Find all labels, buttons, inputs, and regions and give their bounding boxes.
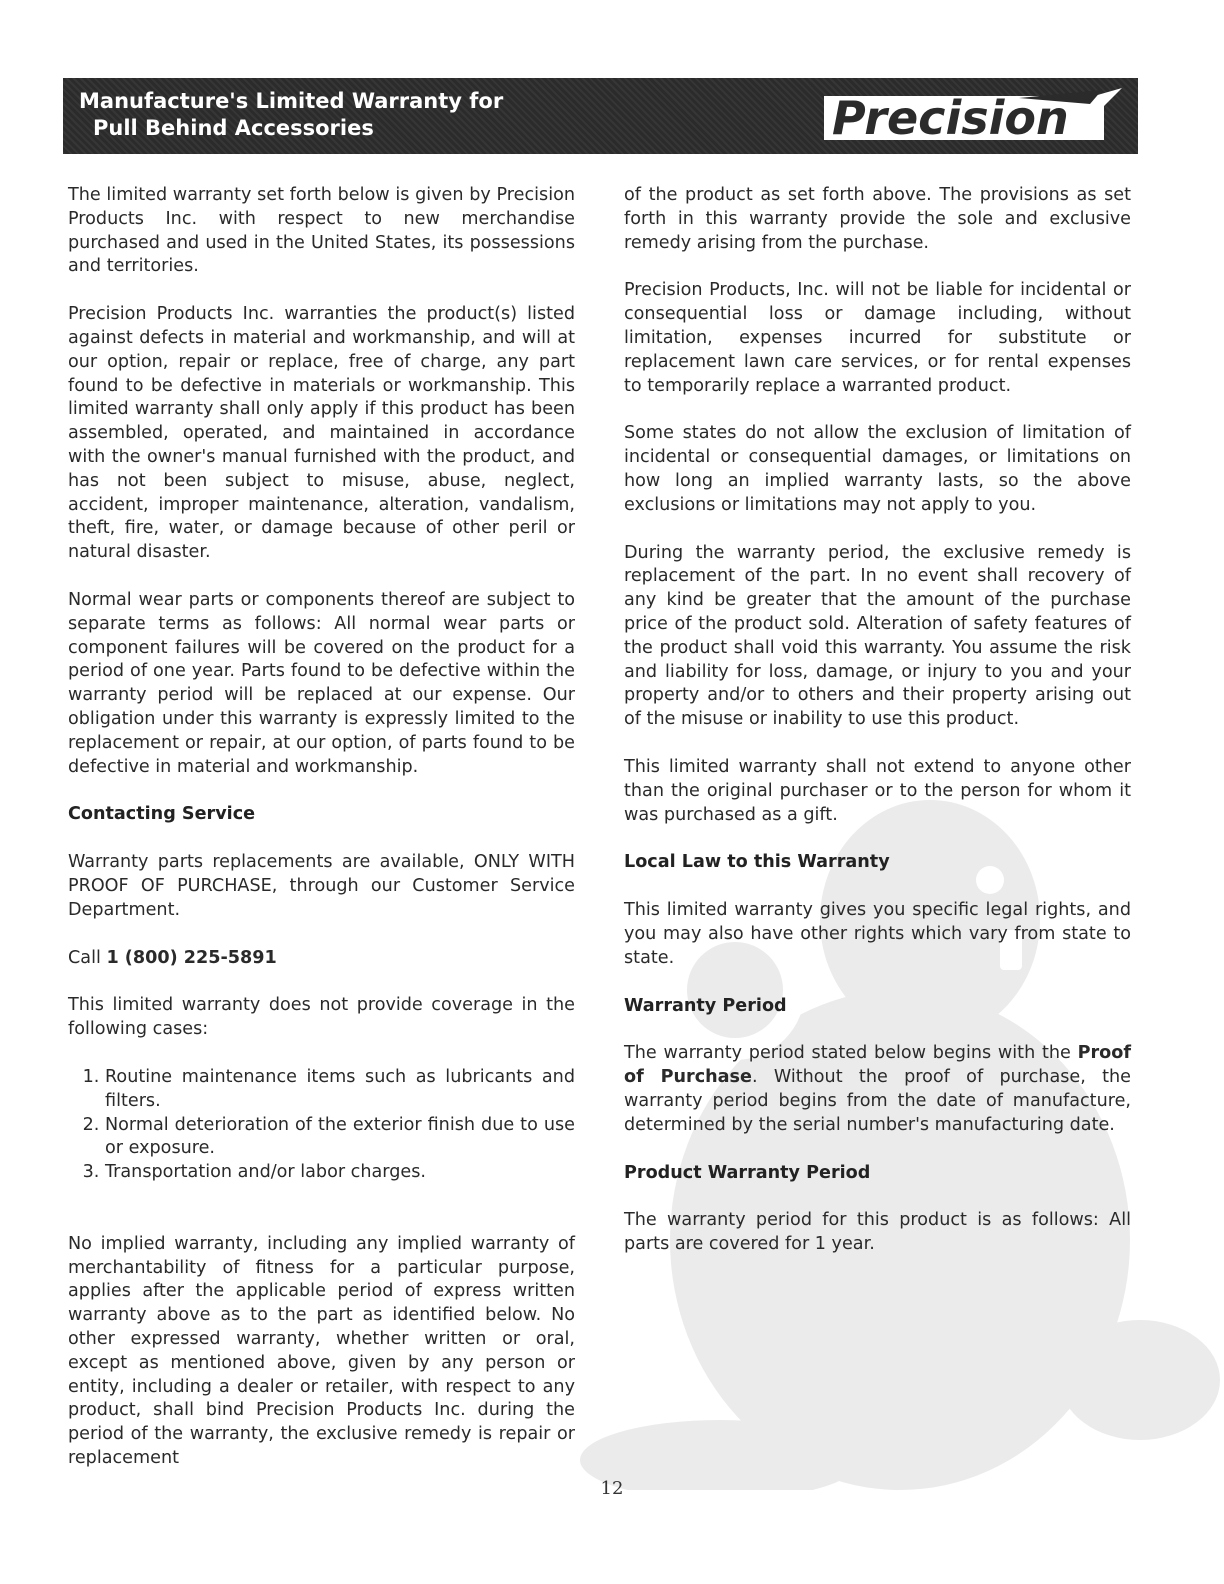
paragraph: This limited warranty gives you specific legal rights, and you may also have other rights which vary from state to state. — [624, 900, 1131, 968]
text-run: . Without the proof of purchase, the warranty period begins from the date of manufacture, determined by the serial number's manufacturing date. — [624, 1067, 1132, 1135]
page-title — [79, 88, 503, 142]
paragraph: Some states do not allow the exclusion of limitation of incidental or consequential damages, or limitations on how long an implied warranty lasts, so the above exclusions or limitations may not apply to you. — [624, 423, 1131, 515]
contacting-service-heading: Contacting Service — [68, 804, 256, 825]
right-column — [624, 184, 1131, 1257]
paragraph: The warranty period for this product is as follows: All parts are covered for 1 year. — [624, 1210, 1131, 1255]
product-warranty-period-heading: Product Warranty Period — [624, 1162, 871, 1183]
page-number: 12 — [600, 1478, 624, 1499]
local-law-heading: Local Law to this Warranty — [624, 852, 890, 873]
paragraph — [624, 1042, 1131, 1137]
paragraph: No implied warranty, including any implied warranty of merchantability of fitness for a particular purpose, applies after the applicable period of express written warranty above as to the part as identified below. No other expressed warranty, whether written or oral, except as mentioned above, given by any person or entity, including a dealer or retailer, with respect to any product, shall bind Precision Products Inc. during the period of the warranty, the exclusive remedy is repair or replacement — [68, 1233, 575, 1469]
title-line-2: Pull Behind Accessories — [93, 116, 374, 140]
warranty-period-heading: Warranty Period — [624, 995, 787, 1016]
paragraph: Precision Products, Inc. will not be liable for incidental or consequential loss or damage including, without limitation, expenses incurred for substitute or replacement lawn care services, or for rental expenses to temporarily replace a warranted product. — [624, 280, 1131, 396]
header-banner — [63, 78, 1138, 154]
precision-logo — [804, 84, 1122, 150]
logo-text: Precision — [832, 91, 1069, 145]
exclusions-list — [68, 1066, 575, 1185]
paragraph: Warranty parts replacements are available, ONLY WITH PROOF OF PURCHASE, through our Customer Service Department. — [68, 852, 575, 920]
paragraph: This limited warranty does not provide coverage in the following cases: — [68, 995, 575, 1040]
paragraph: This limited warranty shall not extend to anyone other than the original purchaser or to the person for whom it was purchased as a gift. — [624, 756, 1131, 825]
list-item: 3. Transportation and/or labor charges. — [105, 1161, 575, 1185]
call-line — [68, 947, 575, 971]
left-column — [68, 184, 575, 1471]
call-label: Call — [68, 947, 107, 968]
paragraph: Normal wear parts or components thereof are subject to separate terms as follows: All normal wear parts or component failures will be covered on the product for a period of one year. Parts found to be defective within the warranty period will be replaced at our expense. Our obligation under this warranty is expressly limited to the replacement or repair, at our option, of parts found to be defective in material and workmanship. — [68, 589, 575, 777]
proof-of-purchase: Proof of Purchase — [624, 1043, 1132, 1088]
paragraph: of the product as set forth above. The provisions as set forth in this warranty provide the sole and exclusive remedy arising from the purchase. — [624, 185, 1131, 253]
list-item: 2. Normal deterioration of the exterior finish due to use or exposure. — [105, 1114, 575, 1162]
paragraph: During the warranty period, the exclusive remedy is replacement of the part. In no event shall recovery of any kind be greater that the amount of the purchase price of the product sold. Alteration of safety features of the product shall void this warranty. You assume the risk and liability for loss, damage, or injury to you and your property and/or to others and their property arising out of the misuse or inability to use this product. — [624, 542, 1131, 730]
list-item: 1. Routine maintenance items such as lubricants and filters. — [105, 1066, 575, 1114]
paragraph: The limited warranty set forth below is given by Precision Products Inc. with respect to new merchandise purchased and used in the United States, its possessions and territories. — [68, 185, 575, 277]
paragraph: Precision Products Inc. warranties the product(s) listed against defects in material and workmanship, and will at our option, repair or replace, free of charge, any part found to be defective in materials or workmanship. This limited warranty shall only apply if this product has been assembled, operated, and maintained in accordance with the owner's manual furnished with the product, and has not been subject to misuse, abuse, neglect, accident, improper maintenance, alteration, vandalism, theft, fire, water, or damage because of other peril or natural disaster. — [68, 304, 575, 563]
phone-number: 1 (800) 225-5891 — [106, 947, 277, 968]
title-line-1: Manufacture's Limited Warranty for — [79, 89, 504, 113]
text-run: The warranty period stated below begins with the — [624, 1043, 1071, 1064]
